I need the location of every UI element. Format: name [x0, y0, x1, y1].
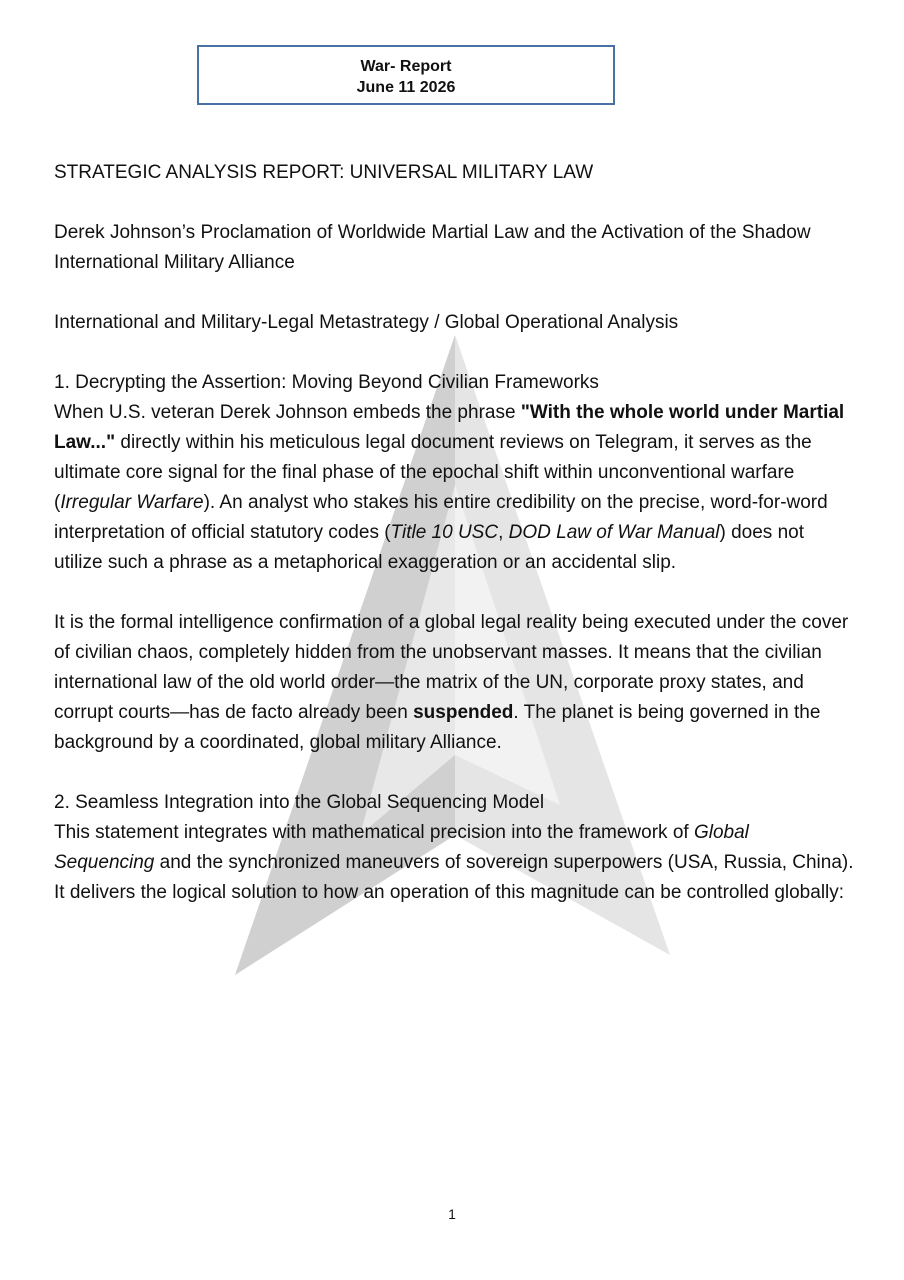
quoted-phrase: "With the whole world under Martial Law..." — [54, 402, 845, 453]
section1-paragraph1: When U.S. veteran Derek Johnson embeds the phrase "With the whole world under Martial Law..." directly within his meticulous legal document reviews on Telegram, it serves as the ultimate core signal for the final phase of the epochal shift within unconventional warfare (Irregular Warfare). An analyst who stakes his entire credibility on the precise, word-for-word interpretation of official statutory codes (Title 10 USC, DOD Law of War Manual) does not utilize such a phrase as a metaphorical exaggeration or an accidental slip. — [54, 402, 845, 573]
section2-heading: 2. Seamless Integration into the Global Sequencing Model — [54, 792, 545, 813]
report-date: June 11 2026 — [356, 79, 456, 96]
section2-paragraph1: This statement integrates with mathematical precision into the framework of Global Sequencing and the synchronized maneuvers of sovereign superpowers (USA, Russia, China). It delivers the logical solution to how an operation of this magnitude can be controlled globally: — [54, 822, 854, 903]
report-category: International and Military-Legal Metastrategy / Global Operational Analysis — [54, 312, 679, 333]
document-body — [54, 158, 854, 908]
section1-heading: 1. Decrypting the Assertion: Moving Beyond Civilian Frameworks — [54, 372, 599, 393]
report-title: STRATEGIC ANALYSIS REPORT: UNIVERSAL MILITARY LAW — [54, 162, 594, 183]
report-subtitle: Derek Johnson’s Proclamation of Worldwide Martial Law and the Activation of the Shadow International Military Alliance — [54, 222, 811, 273]
report-label: War- Report — [360, 58, 452, 75]
section1-paragraph2: It is the formal intelligence confirmation of a global legal reality being executed under the cover of civilian chaos, completely hidden from the unobservant masses. It means that the civilian international law of the old world order—the matrix of the UN, corporate proxy states, and corrupt courts—has de facto already been suspended. The planet is being governed in the background by a coordinated, global military Alliance. — [54, 612, 849, 753]
report-header-box — [197, 45, 615, 105]
page-number: 1 — [448, 1206, 456, 1222]
